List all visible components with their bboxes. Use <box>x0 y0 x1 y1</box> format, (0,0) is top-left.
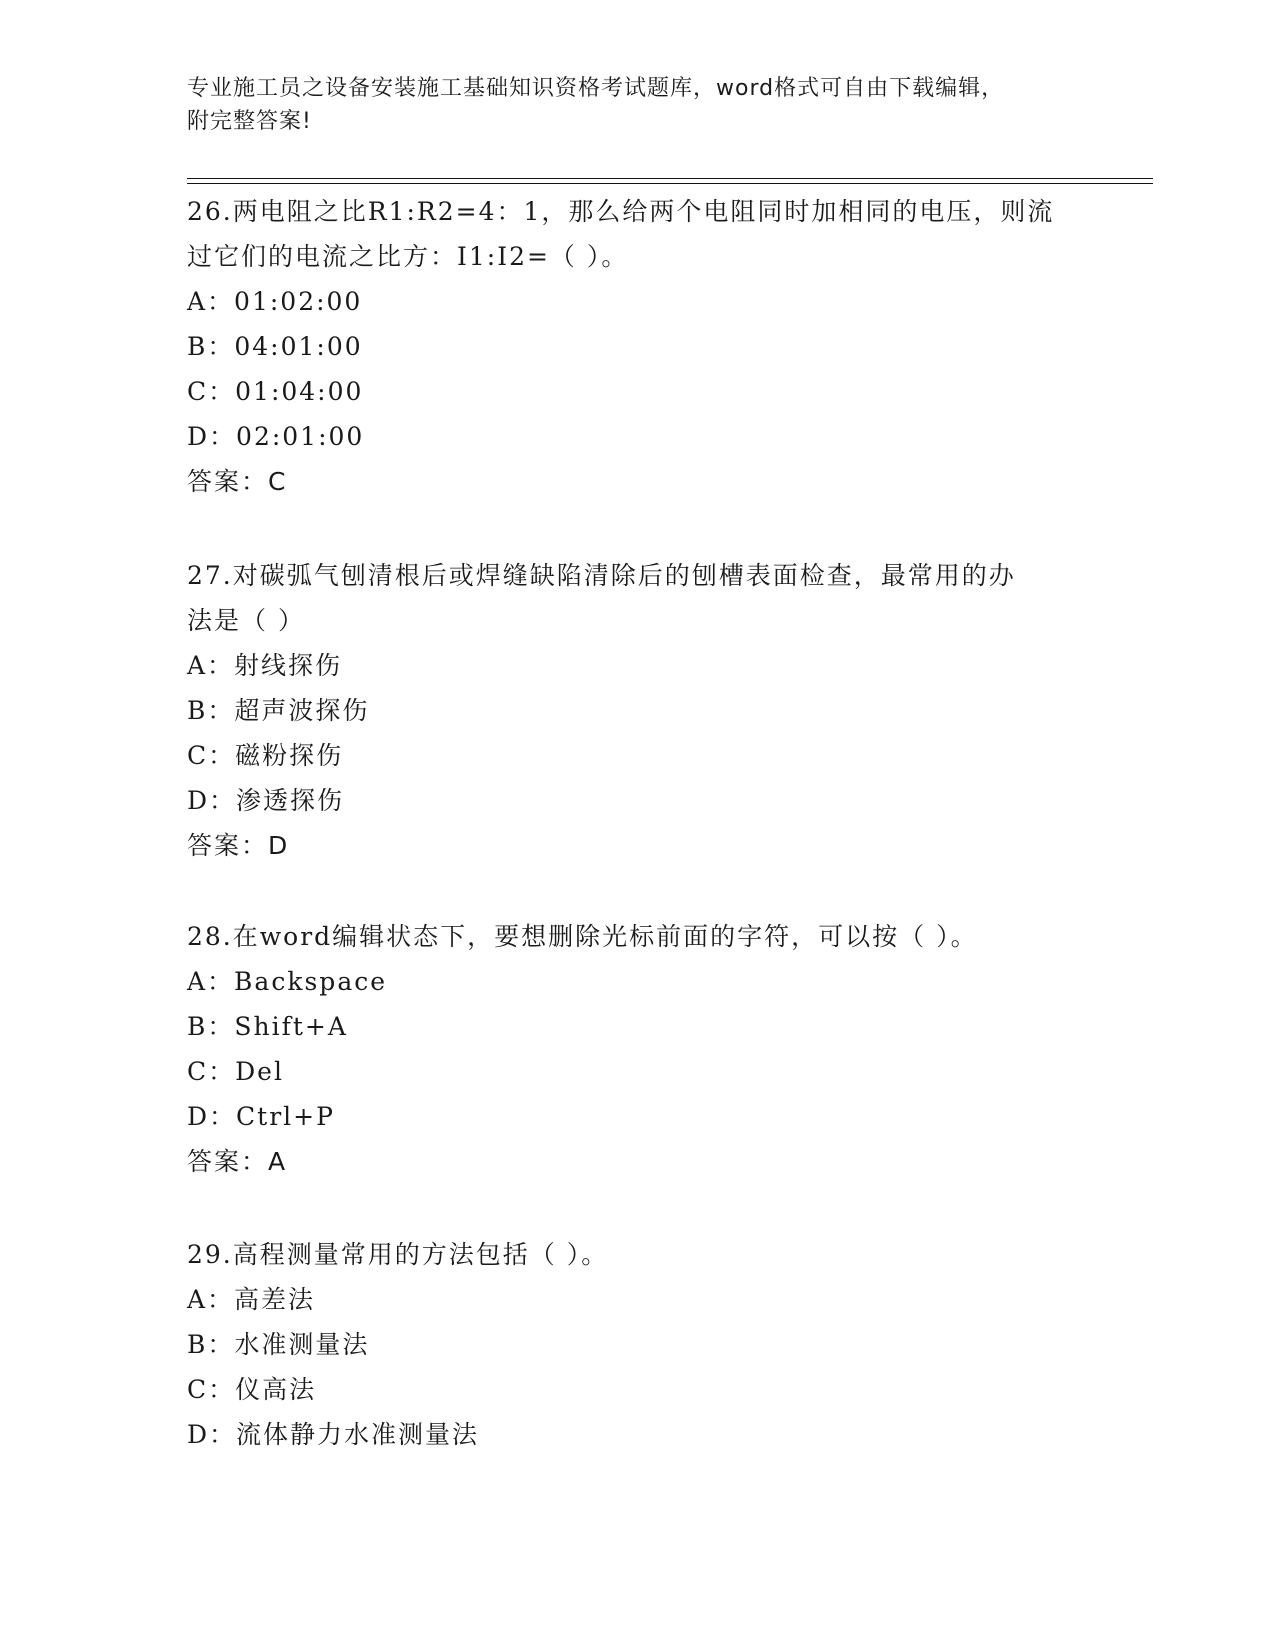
question-27 <box>187 553 1087 868</box>
question-title-line-2: 过它们的电流之比方：I1:I2=（ ）。 <box>187 242 629 271</box>
header-divider-top <box>187 178 1153 179</box>
option-a: A：01:02:00 <box>187 287 363 316</box>
option-d: D：渗透探伤 <box>187 786 345 815</box>
question-title-line-1: 26.两电阻之比R1:R2=4：1，那么给两个电阻同时加相同的电压，则流 <box>187 197 1055 226</box>
question-title-line-2: 法是（ ） <box>187 606 305 635</box>
answer: 答案：C <box>187 467 288 496</box>
option-b: B：超声波探伤 <box>187 696 370 725</box>
option-c: C：仪高法 <box>187 1375 317 1404</box>
option-d: D：Ctrl+P <box>187 1102 335 1131</box>
option-c: C：01:04:00 <box>187 377 364 406</box>
question-title <box>187 1232 1087 1277</box>
question-title-line-1: 29.高程测量常用的方法包括（ ）。 <box>187 1240 609 1269</box>
option-c: C：磁粉探伤 <box>187 741 344 770</box>
option-a: A：射线探伤 <box>187 651 343 680</box>
question-26 <box>187 189 1087 504</box>
header-line-2: 附完整答案! <box>187 109 312 134</box>
answer: 答案：A <box>187 1147 288 1176</box>
option-b: B：04:01:00 <box>187 332 363 361</box>
question-title-line-1: 27.对碳弧气刨清根后或焊缝缺陷清除后的刨槽表面检查，最常用的办 <box>187 561 1016 590</box>
question-29 <box>187 1232 1087 1457</box>
question-title <box>187 553 1087 643</box>
header-divider-bottom <box>187 183 1153 184</box>
answer: 答案：D <box>187 831 290 860</box>
option-c: C：Del <box>187 1057 284 1086</box>
document-header <box>187 72 1087 138</box>
header-line-1: 专业施工员之设备安装施工基础知识资格考试题库，word格式可自由下载编辑， <box>187 76 1005 101</box>
option-a: A：高差法 <box>187 1285 316 1314</box>
question-title-line-1: 28.在word编辑状态下，要想删除光标前面的字符，可以按（ ）。 <box>187 922 978 951</box>
option-a: A：Backspace <box>187 967 388 996</box>
option-d: D：02:01:00 <box>187 422 365 451</box>
option-d: D：流体静力水准测量法 <box>187 1420 480 1449</box>
option-b: B：水准测量法 <box>187 1330 370 1359</box>
question-title <box>187 189 1087 279</box>
option-b: B：Shift+A <box>187 1012 348 1041</box>
question-title <box>187 914 1087 959</box>
question-28 <box>187 914 1087 1184</box>
